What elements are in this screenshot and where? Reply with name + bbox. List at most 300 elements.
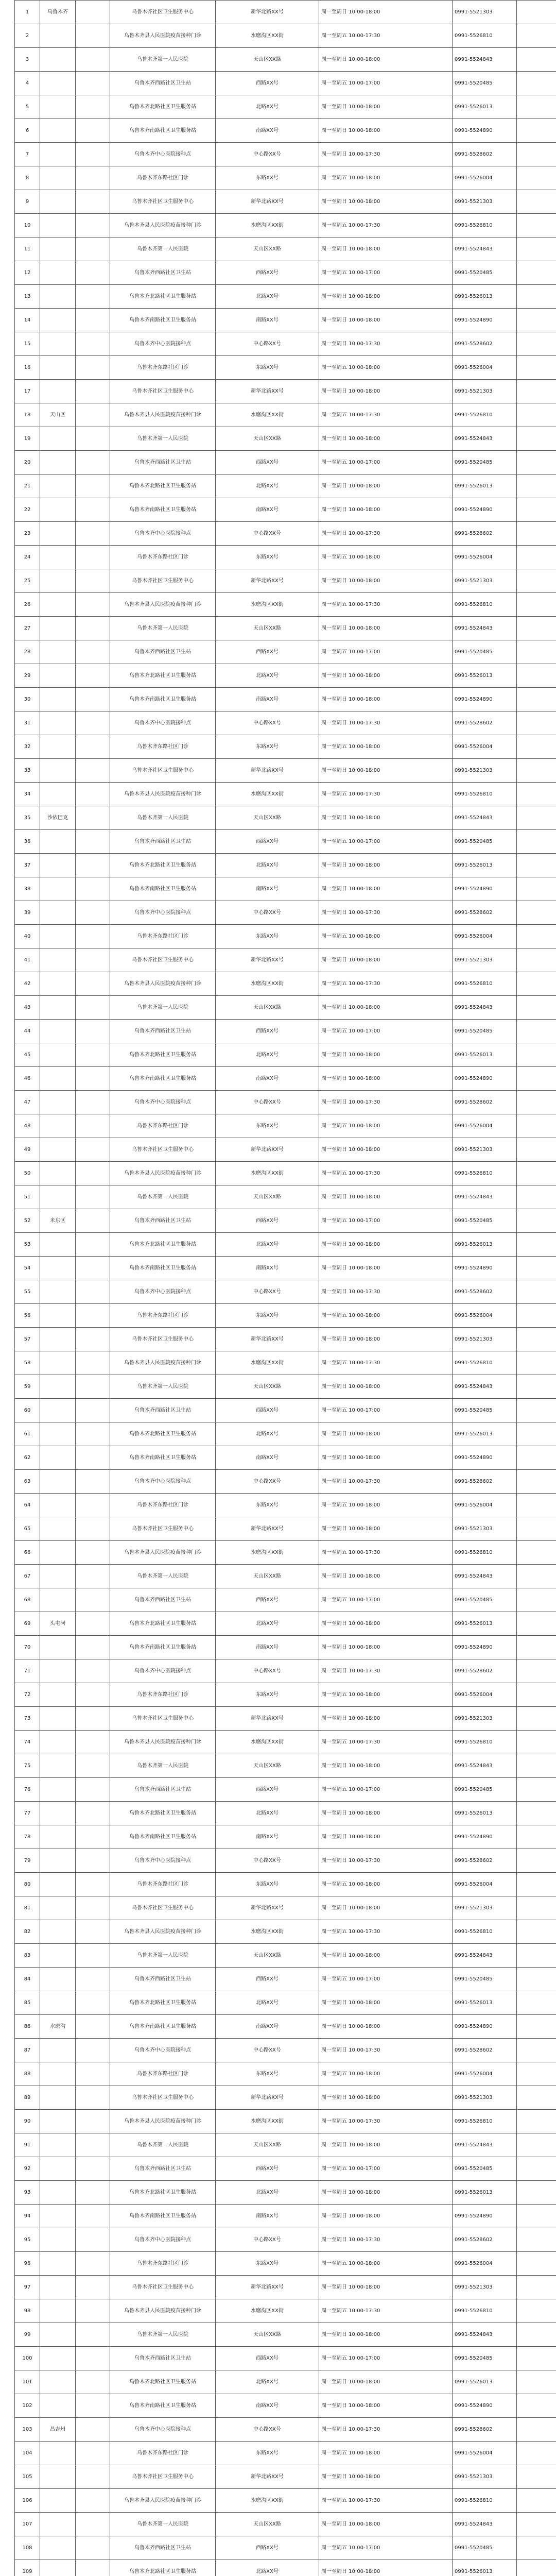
outlet-name: 乌鲁木齐第一人民医院 [110, 238, 216, 261]
phone-number: 0991-5524890 [453, 688, 517, 711]
opening-hours: 周一至周五 10:00-17:00 [319, 261, 453, 285]
region-cell [40, 854, 76, 877]
region-cell [40, 2536, 76, 2560]
outlet-address: 西路XX号 [216, 1588, 319, 1612]
outlet-address: 中心路XX号 [216, 522, 319, 546]
table-row [15, 119, 556, 143]
table-row [15, 1043, 556, 1067]
outlet-address: 中心路XX号 [216, 1280, 319, 1304]
phone-number: 0991-5526004 [453, 2062, 517, 2086]
note-cell [517, 948, 556, 972]
opening-hours: 周一至周日 10:00-17:30 [319, 143, 453, 166]
outlet-name: 乌鲁木齐东路社区门诊 [110, 735, 216, 759]
outlet-name: 乌鲁木齐第一人民医院 [110, 48, 216, 72]
outlet-name: 乌鲁木齐第一人民医院 [110, 2133, 216, 2157]
subregion-cell [76, 1944, 110, 1968]
table-row [15, 143, 556, 166]
phone-number: 0991-5521303 [453, 1138, 517, 1162]
opening-hours: 周一至周五 10:00-17:00 [319, 1209, 453, 1233]
region-cell [40, 1233, 76, 1257]
subregion-cell [76, 1351, 110, 1375]
subregion-cell [76, 356, 110, 380]
subregion-cell [76, 2513, 110, 2536]
opening-hours: 周一至周五 10:00-17:30 [319, 2299, 453, 2323]
phone-number: 0991-5526013 [453, 664, 517, 688]
row-number: 99 [15, 2323, 40, 2347]
region-cell: 沙依巴克 [40, 806, 76, 830]
outlet-address: 天山区XX路 [216, 48, 319, 72]
row-number: 22 [15, 498, 40, 522]
note-cell [517, 1731, 556, 1754]
table-row [15, 546, 556, 569]
outlet-name: 乌鲁木齐中心医院接种点 [110, 1659, 216, 1683]
outlet-name: 乌鲁木齐第一人民医院 [110, 427, 216, 451]
outlet-address: 北路XX号 [216, 1233, 319, 1257]
table-row [15, 1185, 556, 1209]
opening-hours: 周一至周五 10:00-18:00 [319, 2442, 453, 2465]
opening-hours: 周一至周五 10:00-18:00 [319, 1683, 453, 1707]
table-row [15, 427, 556, 451]
outlet-address: 南路XX号 [216, 688, 319, 711]
region-cell [40, 877, 76, 901]
note-cell [517, 1446, 556, 1470]
table-row [15, 1067, 556, 1091]
outlet-name: 乌鲁木齐北路社区卫生服务站 [110, 854, 216, 877]
row-number: 87 [15, 2039, 40, 2062]
note-cell [517, 806, 556, 830]
directory-table [14, 0, 556, 2576]
row-number: 92 [15, 2157, 40, 2181]
note-cell [517, 1351, 556, 1375]
table-row [15, 664, 556, 688]
table-row [15, 380, 556, 403]
region-cell [40, 1754, 76, 1778]
note-cell [517, 2489, 556, 2513]
region-cell [40, 1896, 76, 1920]
outlet-name: 乌鲁木齐中心医院接种点 [110, 1280, 216, 1304]
region-cell: 天山区 [40, 403, 76, 427]
phone-number: 0991-5521303 [453, 1517, 517, 1541]
opening-hours: 周一至周日 10:00-18:00 [319, 1185, 453, 1209]
region-cell [40, 2370, 76, 2394]
outlet-address: 北路XX号 [216, 1991, 319, 2015]
opening-hours: 周一至周五 10:00-18:00 [319, 2252, 453, 2276]
opening-hours: 周一至周日 10:00-17:30 [319, 2039, 453, 2062]
region-cell [40, 1138, 76, 1162]
opening-hours: 周一至周五 10:00-17:30 [319, 214, 453, 238]
subregion-cell [76, 2039, 110, 2062]
outlet-address: 西路XX号 [216, 261, 319, 285]
opening-hours: 周一至周五 10:00-18:00 [319, 925, 453, 948]
region-cell [40, 522, 76, 546]
outlet-name: 乌鲁木齐西路社区卫生站 [110, 640, 216, 664]
outlet-address: 天山区XX路 [216, 1754, 319, 1778]
row-number: 105 [15, 2465, 40, 2489]
subregion-cell [76, 48, 110, 72]
phone-number: 0991-5526013 [453, 2181, 517, 2205]
outlet-name: 乌鲁木齐县人民医院疫苗接种门诊 [110, 593, 216, 617]
outlet-address: 天山区XX路 [216, 427, 319, 451]
outlet-name: 乌鲁木齐西路社区卫生站 [110, 2157, 216, 2181]
subregion-cell [76, 2560, 110, 2576]
region-cell [40, 2513, 76, 2536]
region-cell [40, 688, 76, 711]
outlet-name: 乌鲁木齐西路社区卫生站 [110, 1588, 216, 1612]
outlet-address: 南路XX号 [216, 498, 319, 522]
note-cell [517, 1043, 556, 1067]
outlet-address: 新华北路XX号 [216, 190, 319, 214]
outlet-address: 新华北路XX号 [216, 1328, 319, 1351]
note-cell [517, 877, 556, 901]
table-row [15, 1375, 556, 1399]
phone-number: 0991-5521303 [453, 1707, 517, 1731]
outlet-address: 东路XX号 [216, 356, 319, 380]
outlet-address: 南路XX号 [216, 2015, 319, 2039]
table-row [15, 72, 556, 95]
row-number: 23 [15, 522, 40, 546]
opening-hours: 周一至周日 10:00-18:00 [319, 1707, 453, 1731]
region-cell [40, 498, 76, 522]
note-cell [517, 2560, 556, 2576]
outlet-name: 乌鲁木齐中心医院接种点 [110, 711, 216, 735]
table-row [15, 1138, 556, 1162]
table-row [15, 2465, 556, 2489]
row-number: 10 [15, 214, 40, 238]
table-row [15, 261, 556, 285]
phone-number: 0991-5521303 [453, 2465, 517, 2489]
opening-hours: 周一至周日 10:00-18:00 [319, 1636, 453, 1659]
outlet-address: 水磨沟区XX街 [216, 1920, 319, 1944]
subregion-cell [76, 711, 110, 735]
subregion-cell [76, 1304, 110, 1328]
row-number: 60 [15, 1399, 40, 1422]
region-cell [40, 238, 76, 261]
note-cell [517, 1067, 556, 1091]
row-number: 66 [15, 1541, 40, 1565]
opening-hours: 周一至周日 10:00-18:00 [319, 1067, 453, 1091]
row-number: 46 [15, 1067, 40, 1091]
outlet-name: 乌鲁木齐西路社区卫生站 [110, 261, 216, 285]
note-cell [517, 1636, 556, 1659]
phone-number: 0991-5526810 [453, 1162, 517, 1185]
note-cell [517, 1849, 556, 1873]
phone-number: 0991-5524843 [453, 2133, 517, 2157]
outlet-address: 水磨沟区XX街 [216, 1731, 319, 1754]
note-cell [517, 640, 556, 664]
region-cell [40, 451, 76, 474]
outlet-name: 乌鲁木齐中心医院接种点 [110, 2039, 216, 2062]
outlet-address: 天山区XX路 [216, 1565, 319, 1588]
row-number: 24 [15, 546, 40, 569]
opening-hours: 周一至周日 10:00-18:00 [319, 2086, 453, 2110]
row-number: 17 [15, 380, 40, 403]
row-number: 19 [15, 427, 40, 451]
note-cell [517, 830, 556, 854]
outlet-name: 乌鲁木齐中心医院接种点 [110, 1091, 216, 1114]
table-row [15, 593, 556, 617]
subregion-cell [76, 1896, 110, 1920]
outlet-address: 中心路XX号 [216, 2228, 319, 2252]
outlet-address: 中心路XX号 [216, 2039, 319, 2062]
opening-hours: 周一至周五 10:00-17:30 [319, 24, 453, 48]
outlet-name: 乌鲁木齐东路社区门诊 [110, 1304, 216, 1328]
opening-hours: 周一至周日 10:00-18:00 [319, 569, 453, 593]
phone-number: 0991-5526004 [453, 356, 517, 380]
subregion-cell [76, 1162, 110, 1185]
region-cell [40, 617, 76, 640]
row-number: 15 [15, 332, 40, 356]
table-row [15, 2394, 556, 2418]
outlet-address: 中心路XX号 [216, 1849, 319, 1873]
row-number: 27 [15, 617, 40, 640]
row-number: 33 [15, 759, 40, 783]
phone-number: 0991-5526810 [453, 214, 517, 238]
subregion-cell [76, 1470, 110, 1494]
row-number: 38 [15, 877, 40, 901]
opening-hours: 周一至周日 10:00-18:00 [319, 2133, 453, 2157]
row-number: 37 [15, 854, 40, 877]
phone-number: 0991-5521303 [453, 1328, 517, 1351]
phone-number: 0991-5524843 [453, 617, 517, 640]
phone-number: 0991-5526004 [453, 1494, 517, 1517]
outlet-address: 东路XX号 [216, 546, 319, 569]
region-cell [40, 2394, 76, 2418]
note-cell [517, 2536, 556, 2560]
outlet-name: 乌鲁木齐南路社区卫生服务站 [110, 1636, 216, 1659]
outlet-address: 中心路XX号 [216, 1091, 319, 1114]
outlet-name: 乌鲁木齐第一人民医院 [110, 1375, 216, 1399]
row-number: 14 [15, 309, 40, 332]
outlet-address: 中心路XX号 [216, 143, 319, 166]
row-number: 62 [15, 1446, 40, 1470]
outlet-address: 新华北路XX号 [216, 1896, 319, 1920]
outlet-address: 北路XX号 [216, 854, 319, 877]
region-cell [40, 1659, 76, 1683]
opening-hours: 周一至周五 10:00-17:00 [319, 1778, 453, 1802]
note-cell [517, 1754, 556, 1778]
opening-hours: 周一至周五 10:00-17:30 [319, 593, 453, 617]
opening-hours: 周一至周日 10:00-18:00 [319, 95, 453, 119]
subregion-cell [76, 901, 110, 925]
region-cell [40, 925, 76, 948]
region-cell: 米东区 [40, 1209, 76, 1233]
outlet-name: 乌鲁木齐北路社区卫生服务站 [110, 664, 216, 688]
note-cell [517, 474, 556, 498]
subregion-cell [76, 1707, 110, 1731]
note-cell [517, 2323, 556, 2347]
phone-number: 0991-5526013 [453, 854, 517, 877]
region-cell [40, 1707, 76, 1731]
opening-hours: 周一至周日 10:00-17:30 [319, 901, 453, 925]
note-cell [517, 1399, 556, 1422]
row-number: 98 [15, 2299, 40, 2323]
region-cell [40, 1399, 76, 1422]
region-cell [40, 380, 76, 403]
outlet-name: 乌鲁木齐中心医院接种点 [110, 901, 216, 925]
outlet-address: 新华北路XX号 [216, 1517, 319, 1541]
table-row [15, 830, 556, 854]
table-row [15, 996, 556, 1020]
opening-hours: 周一至周日 10:00-17:30 [319, 522, 453, 546]
outlet-name: 乌鲁木齐第一人民医院 [110, 1754, 216, 1778]
phone-number: 0991-5521303 [453, 1, 517, 24]
subregion-cell [76, 640, 110, 664]
region-cell [40, 2560, 76, 2576]
table-row [15, 972, 556, 996]
row-number: 41 [15, 948, 40, 972]
note-cell [517, 1138, 556, 1162]
region-cell [40, 1020, 76, 1043]
row-number: 103 [15, 2418, 40, 2442]
note-cell [517, 2181, 556, 2205]
table-row [15, 1659, 556, 1683]
note-cell [517, 1304, 556, 1328]
outlet-name: 乌鲁木齐南路社区卫生服务站 [110, 498, 216, 522]
region-cell [40, 830, 76, 854]
phone-number: 0991-5526810 [453, 783, 517, 806]
table-row [15, 1991, 556, 2015]
row-number: 102 [15, 2394, 40, 2418]
region-cell [40, 72, 76, 95]
region-cell [40, 48, 76, 72]
phone-number: 0991-5526013 [453, 1422, 517, 1446]
outlet-name: 乌鲁木齐西路社区卫生站 [110, 1209, 216, 1233]
phone-number: 0991-5526810 [453, 1920, 517, 1944]
outlet-name: 乌鲁木齐县人民医院疫苗接种门诊 [110, 2110, 216, 2133]
region-cell [40, 1968, 76, 1991]
outlet-name: 乌鲁木齐西路社区卫生站 [110, 2347, 216, 2370]
subregion-cell [76, 1328, 110, 1351]
region-cell [40, 1802, 76, 1825]
note-cell [517, 617, 556, 640]
table-row [15, 1825, 556, 1849]
region-cell [40, 1683, 76, 1707]
note-cell [517, 2110, 556, 2133]
subregion-cell [76, 1517, 110, 1541]
note-cell [517, 854, 556, 877]
note-cell [517, 1209, 556, 1233]
table-row [15, 1446, 556, 1470]
table-row [15, 2442, 556, 2465]
table-row [15, 2536, 556, 2560]
region-cell [40, 474, 76, 498]
table-row [15, 356, 556, 380]
outlet-name: 乌鲁木齐第一人民医院 [110, 996, 216, 1020]
row-number: 26 [15, 593, 40, 617]
opening-hours: 周一至周日 10:00-18:00 [319, 1138, 453, 1162]
note-cell [517, 285, 556, 309]
row-number: 3 [15, 48, 40, 72]
phone-number: 0991-5526013 [453, 1612, 517, 1636]
note-cell [517, 380, 556, 403]
note-cell [517, 1280, 556, 1304]
subregion-cell [76, 1257, 110, 1280]
row-number: 28 [15, 640, 40, 664]
subregion-cell [76, 2110, 110, 2133]
opening-hours: 周一至周五 10:00-17:30 [319, 1920, 453, 1944]
note-cell [517, 664, 556, 688]
outlet-name: 乌鲁木齐第一人民医院 [110, 617, 216, 640]
subregion-cell [76, 783, 110, 806]
outlet-name: 乌鲁木齐社区卫生服务中心 [110, 2465, 216, 2489]
row-number: 57 [15, 1328, 40, 1351]
subregion-cell [76, 2062, 110, 2086]
subregion-cell [76, 2465, 110, 2489]
region-cell [40, 1446, 76, 1470]
phone-number: 0991-5526004 [453, 2252, 517, 2276]
note-cell [517, 1114, 556, 1138]
table-row [15, 2133, 556, 2157]
outlet-name: 乌鲁木齐东路社区门诊 [110, 2442, 216, 2465]
opening-hours: 周一至周日 10:00-18:00 [319, 2513, 453, 2536]
subregion-cell [76, 948, 110, 972]
phone-number: 0991-5524843 [453, 1185, 517, 1209]
subregion-cell [76, 1991, 110, 2015]
region-cell [40, 1991, 76, 2015]
note-cell [517, 190, 556, 214]
phone-number: 0991-5520485 [453, 640, 517, 664]
opening-hours: 周一至周日 10:00-18:00 [319, 854, 453, 877]
table-row [15, 2157, 556, 2181]
outlet-name: 乌鲁木齐第一人民医院 [110, 1565, 216, 1588]
note-cell [517, 1091, 556, 1114]
row-number: 7 [15, 143, 40, 166]
outlet-name: 乌鲁木齐第一人民医院 [110, 2513, 216, 2536]
row-number: 5 [15, 95, 40, 119]
outlet-address: 北路XX号 [216, 2560, 319, 2576]
table-row [15, 783, 556, 806]
row-number: 36 [15, 830, 40, 854]
outlet-address: 西路XX号 [216, 640, 319, 664]
outlet-name: 乌鲁木齐社区卫生服务中心 [110, 2276, 216, 2299]
subregion-cell [76, 2181, 110, 2205]
outlet-name: 乌鲁木齐中心医院接种点 [110, 2228, 216, 2252]
table-row [15, 2252, 556, 2276]
table-row [15, 48, 556, 72]
table-row [15, 1731, 556, 1754]
region-cell [40, 2062, 76, 2086]
row-number: 108 [15, 2536, 40, 2560]
region-cell [40, 640, 76, 664]
region-cell [40, 2133, 76, 2157]
subregion-cell [76, 72, 110, 95]
outlet-name: 乌鲁木齐北路社区卫生服务站 [110, 1422, 216, 1446]
row-number: 81 [15, 1896, 40, 1920]
subregion-cell [76, 119, 110, 143]
outlet-name: 乌鲁木齐北路社区卫生服务站 [110, 1802, 216, 1825]
row-number: 50 [15, 1162, 40, 1185]
outlet-address: 水磨沟区XX街 [216, 24, 319, 48]
note-cell [517, 1683, 556, 1707]
table-row [15, 2347, 556, 2370]
note-cell [517, 2442, 556, 2465]
region-cell [40, 2299, 76, 2323]
region-cell [40, 1849, 76, 1873]
opening-hours: 周一至周五 10:00-18:00 [319, 1304, 453, 1328]
subregion-cell [76, 1612, 110, 1636]
outlet-address: 南路XX号 [216, 1636, 319, 1659]
outlet-name: 乌鲁木齐西路社区卫生站 [110, 72, 216, 95]
outlet-name: 乌鲁木齐南路社区卫生服务站 [110, 2015, 216, 2039]
table-row [15, 1162, 556, 1185]
opening-hours: 周一至周日 10:00-18:00 [319, 996, 453, 1020]
phone-number: 0991-5526004 [453, 1873, 517, 1896]
outlet-name: 乌鲁木齐社区卫生服务中心 [110, 1, 216, 24]
row-number: 67 [15, 1565, 40, 1588]
table-row [15, 854, 556, 877]
table-row [15, 1778, 556, 1802]
note-cell [517, 1920, 556, 1944]
